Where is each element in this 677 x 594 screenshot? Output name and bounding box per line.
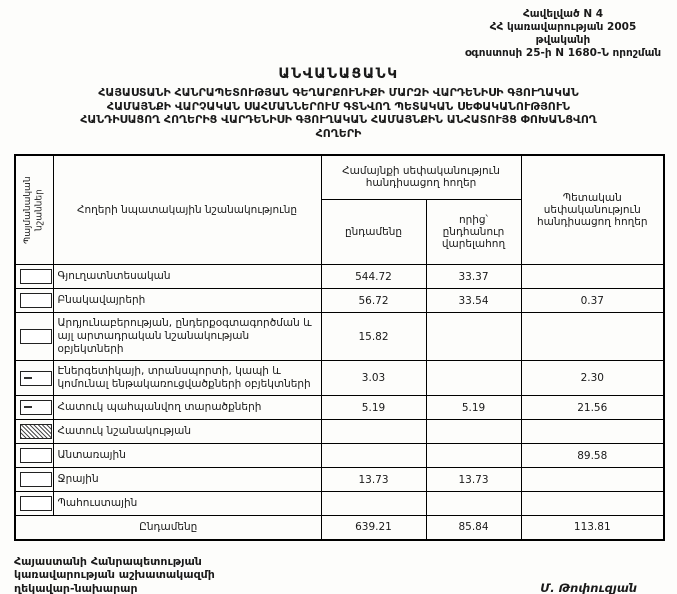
community-total-cell [321,444,426,468]
legend-cell [15,289,53,313]
community-total-cell [321,492,426,516]
community-total-cell: 5.19 [321,396,426,420]
community-of-which-cell: 33.37 [426,265,521,289]
state-cell: 2.30 [521,361,664,396]
state-cell: 0.37 [521,289,664,313]
legend-cell [15,396,53,420]
signatory-line: Հայաստանի Հանրապետության [14,554,202,568]
community-of-which-cell: 33.54 [426,289,521,313]
appendix-line: Հավելված N 4 [522,8,604,20]
subtitle-line: ՀՈՂԵՐԻ [315,126,362,140]
community-total-cell: 56.72 [321,289,426,313]
state-cell: 21.56 [521,396,664,420]
state-cell [521,265,664,289]
appendix-line: ՀՀ կառավարության 2005 թվականի [489,21,637,46]
table-row [15,396,664,420]
legend-symbol [20,269,52,284]
total-community-total-cell: 639.21 [321,516,426,540]
state-cell: 89.58 [521,444,664,468]
legend-column-header-label: Պայմանական նշաններ [23,176,45,244]
land-categories-table [14,154,665,541]
state-cell [521,492,664,516]
purpose-cell: Ջրային [53,468,321,492]
community-total-cell: 544.72 [321,265,426,289]
community-of-which-cell: 13.73 [426,468,521,492]
purpose-cell: Գյուղատնտեսական [53,265,321,289]
legend-symbol [20,472,52,487]
subtitle-line: ՀԱՄԱՅՆՔԻ ՎԱՐՉԱԿԱՆ ՍԱՀՄԱՆՆԵՐՈՒՄ ԳՏՆՎՈՂ ՊԵՏԱԿԱՆ ՍԵՓԱԿԱՆՈՒԹՅՈՒՆ [106,99,571,113]
legend-cell [15,468,53,492]
legend-cell [15,444,53,468]
purpose-cell: Պահուստային [53,492,321,516]
legend-cell [15,361,53,396]
total-row [15,516,664,540]
purpose-cell: Հատուկ պահպանվող տարածքների [53,396,321,420]
appendix-line: օգոստոսի 25-ի N 1680-Ն որոշման [464,47,662,59]
purpose-cell: Էներգետիկայի, տրանսպորտի, կապի և կոմունալ ենթակառուցվածքների օբյեկտների [53,361,321,396]
signatory-line: կառավարության աշխատակազմի [14,568,215,581]
purpose-column-header: Հողերի նպատակային նշանակությունը [53,155,321,265]
table-header-row [15,155,664,199]
legend-cell [15,420,53,444]
document-footer [14,555,663,594]
community-of-which-cell [426,492,521,516]
legend-column-header [15,155,53,265]
table-row [15,420,664,444]
subtitle-line: ՀԱՆԴԻՍԱՑՈՂ ՀՈՂԵՐԻՑ ՎԱՐԴԵՆԻՍԻ ԳՅՈՒՂԱԿԱՆ ՀԱՄԱՅՆՔԻՆ ԱՆՀԱՏՈՒՅՑ ՓՈԽԱՆՑՎՈՂ [80,113,597,126]
legend-symbol [20,293,52,308]
table-row [15,444,664,468]
total-label-cell: Ընդամենը [15,516,321,540]
community-of-which-cell [426,444,521,468]
table-row [15,361,664,396]
community-total-cell: 13.73 [321,468,426,492]
appendix-reference [463,8,663,60]
legend-symbol [20,448,52,463]
table-row [15,313,664,361]
of-which-column-header: որից՝ ընդհանուր վարելահող [426,199,521,264]
purpose-cell: Արդյունաբերության, ընդերքօգտագործման և այլ արտադրական նշանակության օբյեկտների [53,313,321,361]
purpose-cell: Բնակավայրերի [53,289,321,313]
legend-cell [15,492,53,516]
legend-symbol [20,329,52,344]
table-row [15,265,664,289]
community-of-which-cell [426,313,521,361]
signatory-line: ղեկավար-նախարար [14,581,138,594]
purpose-cell: Հատուկ նշանակության [53,420,321,444]
signature-name: Մ. Թոփուզյան [540,581,637,594]
legend-cell [15,313,53,361]
page-subtitle [14,86,663,140]
legend-symbol [20,371,52,386]
state-cell [521,420,664,444]
total-community-of-which-cell: 85.84 [426,516,521,540]
legend-symbol [20,496,52,511]
subtitle-line: ՀԱՅԱՍՏԱՆԻ ՀԱՆՐԱՊԵՏՈՒԹՅԱՆ ԳԵՂԱՐՔՈՒՆԻՔԻ ՄԱՐԶԻ ՎԱՐԴԵՆԻՍԻ ԳՅՈՒՂԱԿԱՆ [98,86,579,99]
table-row [15,289,664,313]
total-state-cell: 113.81 [521,516,664,540]
table-row [15,492,664,516]
signatory-position [14,555,215,594]
purpose-cell: Անտառային [53,444,321,468]
community-of-which-cell [426,361,521,396]
community-of-which-cell: 5.19 [426,396,521,420]
community-total-cell [321,420,426,444]
legend-symbol [20,400,52,415]
legend-cell [15,265,53,289]
community-total-cell: 15.82 [321,313,426,361]
table-row [15,468,664,492]
community-of-which-cell [426,420,521,444]
community-total-cell: 3.03 [321,361,426,396]
state-cell [521,468,664,492]
legend-symbol [20,424,52,439]
state-cell [521,313,664,361]
community-group-header: Համայնքի սեփականություն հանդիսացող հողեր [321,155,521,199]
page-title: ԱՆՎԱՆԱՑԱՆԿ [278,66,399,82]
total-column-header: ընդամենը [321,199,426,264]
state-column-header: Պետական սեփականություն հանդիսացող հողեր [521,155,664,265]
